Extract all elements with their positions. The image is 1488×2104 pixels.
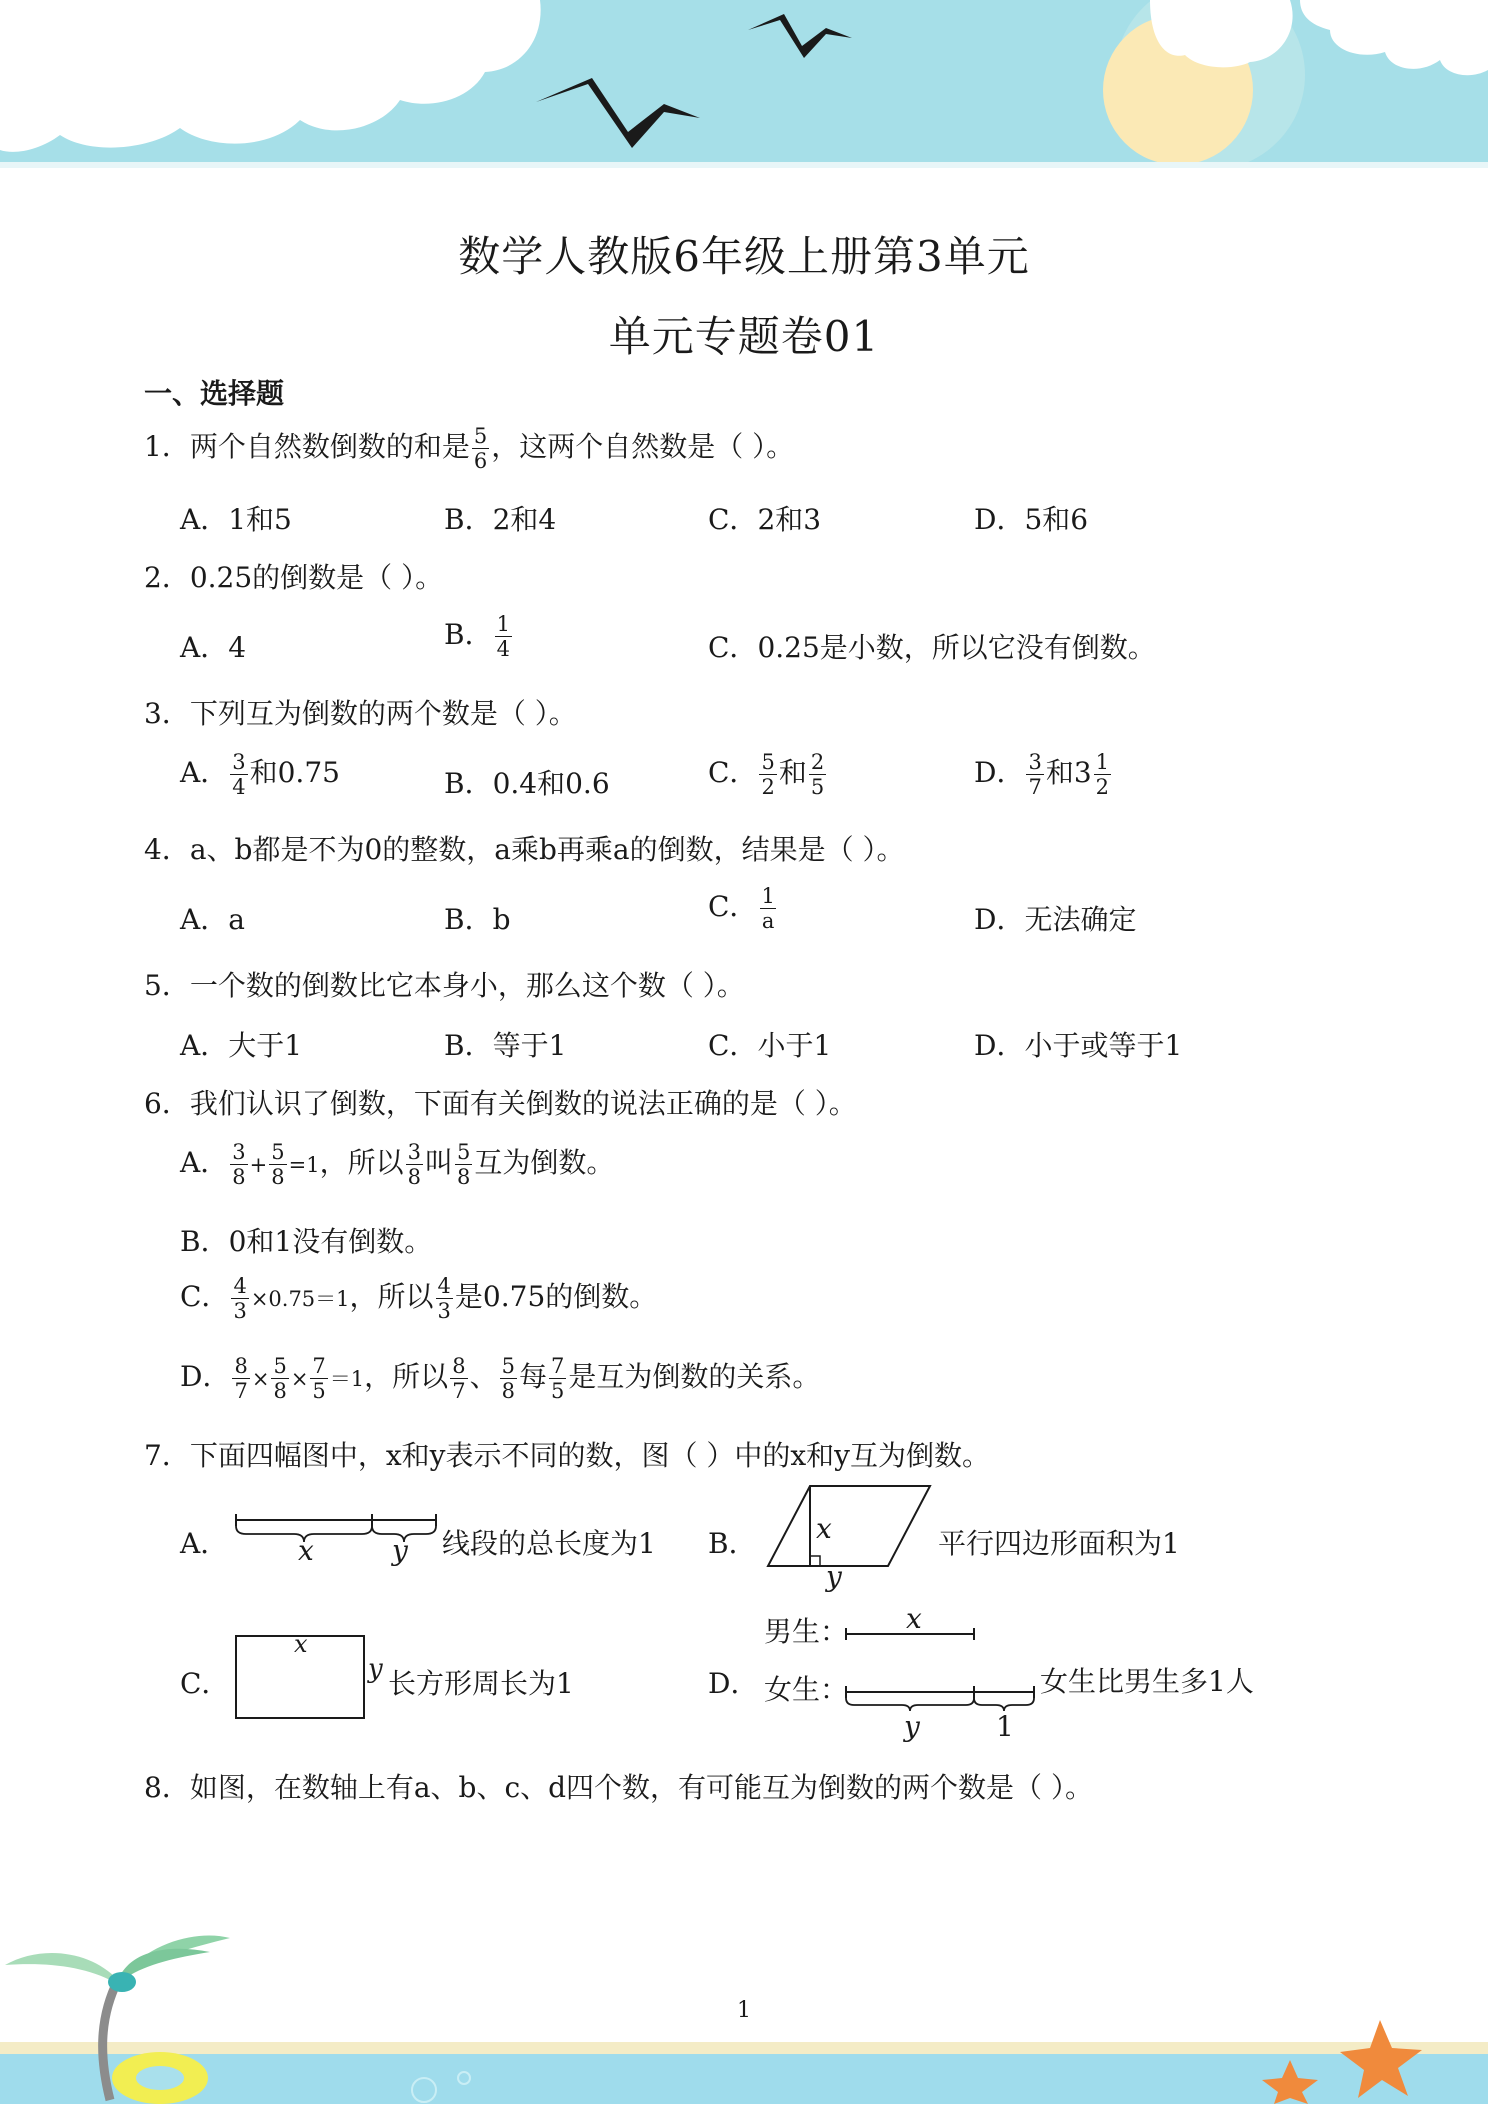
option-c[interactable] [180, 1274, 657, 1323]
option-letter: D． [708, 1667, 759, 1700]
question-stem: 一个数的倒数比它本身小，那么这个数（ ）。 [189, 969, 745, 1002]
question-6 [144, 1082, 857, 1122]
girls-label: 女生： [764, 1673, 849, 1706]
option-text: 小于或等于1 [1024, 1029, 1183, 1062]
option-letter: A． [180, 1527, 229, 1560]
question-number: 3． [144, 697, 190, 730]
fraction-numerator: 1 [761, 884, 775, 908]
option-text: 1和5 [228, 503, 292, 536]
option-a[interactable] [180, 498, 292, 538]
fraction-numerator: 4 [437, 1274, 451, 1298]
fraction [269, 1140, 286, 1189]
fraction-denominator: 8 [271, 1165, 285, 1189]
option-c[interactable] [708, 626, 1156, 666]
question-number: 6． [144, 1087, 190, 1120]
fraction [549, 1354, 566, 1403]
fraction [230, 750, 247, 799]
option-letter: C． [708, 503, 758, 536]
question-2 [144, 556, 443, 596]
option-letter: B． [180, 1225, 229, 1258]
fraction-numerator: 7 [550, 1354, 565, 1378]
document-title: 数学人教版6年级上册第3单元 [458, 232, 1030, 281]
question-stem: 0.25的倒数是（ ）。 [189, 561, 444, 594]
option-text: 、 [469, 1360, 498, 1393]
fraction-denominator: 7 [452, 1379, 466, 1403]
label-y: y [904, 1710, 920, 1743]
option-a-description: 线段的总长度为1 [442, 1527, 656, 1560]
question-stem: 下面四幅图中，x和y表示不同的数，图（ ）中的x和y互为倒数。 [189, 1439, 990, 1472]
fraction [472, 424, 489, 473]
fraction-denominator: 3 [437, 1299, 451, 1323]
fraction [310, 1354, 327, 1403]
fraction [231, 1274, 248, 1323]
option-b[interactable] [708, 1522, 757, 1562]
option-b[interactable] [444, 498, 556, 538]
option-a[interactable] [180, 1024, 302, 1064]
option-letter: B． [708, 1527, 757, 1560]
option-text: 是互为倒数的关系。 [568, 1360, 821, 1393]
fraction-denominator: 6 [473, 449, 488, 473]
fraction [232, 1354, 249, 1403]
option-letter: B． [444, 903, 493, 936]
fraction-denominator: a [761, 909, 775, 933]
fraction-denominator: 4 [496, 637, 510, 661]
fraction [759, 884, 776, 933]
header-banner [0, 0, 1488, 168]
option-text: 2和4 [492, 503, 557, 536]
option-letter: C． [708, 1029, 758, 1062]
option-letter: B． [444, 503, 493, 536]
option-text: 和 [778, 756, 807, 789]
fraction [436, 1274, 453, 1323]
option-d-description: 女生比男生多1人 [1040, 1665, 1254, 1698]
question-8 [144, 1766, 1093, 1806]
option-text: 2和3 [757, 503, 822, 536]
fraction-denominator: 5 [312, 1379, 326, 1403]
fraction [500, 1354, 517, 1403]
fraction-numerator: 4 [233, 1274, 247, 1298]
option-text: ，所以 [364, 1360, 449, 1393]
option-letter: C． [180, 1667, 230, 1700]
fraction-denominator: 3 [233, 1299, 247, 1323]
label-y: y [368, 1654, 383, 1684]
option-letter: D． [974, 503, 1025, 536]
fraction [271, 1354, 288, 1403]
option-c[interactable] [180, 1662, 229, 1702]
option-letter: A． [180, 631, 229, 664]
label-x: x [294, 1630, 308, 1658]
fraction-numerator: 5 [473, 424, 488, 448]
option-c-description: 长方形周长为1 [388, 1667, 574, 1700]
option-text: b [492, 903, 511, 936]
option-text: 和3 [1045, 756, 1092, 789]
option-b[interactable] [444, 762, 610, 802]
question-1 [144, 424, 794, 473]
equation-rest: ×0.75＝1 [250, 1287, 350, 1311]
fraction [1026, 750, 1043, 799]
question-number: 5． [144, 969, 190, 1002]
label-one: 1 [996, 1710, 1014, 1743]
operator: + [249, 1153, 268, 1177]
question-number: 8． [144, 1771, 190, 1804]
label-y: y [826, 1560, 842, 1593]
fraction-denominator: 8 [456, 1165, 471, 1189]
question-stem: 下列互为倒数的两个数是（ ）。 [189, 697, 577, 730]
option-text: 是0.75的倒数。 [454, 1280, 658, 1313]
option-letter: B． [444, 618, 493, 651]
option-d[interactable] [708, 1662, 758, 1702]
fraction-denominator: 2 [1095, 775, 1110, 799]
fraction-denominator: 7 [1028, 775, 1042, 799]
question-7 [144, 1434, 990, 1474]
option-letter: B． [444, 1029, 493, 1062]
question-number: 4． [144, 833, 190, 866]
segment-diagram [232, 1506, 442, 1566]
option-letter: A． [180, 756, 229, 789]
label-y: y [392, 1534, 408, 1567]
boys-label: 男生： [764, 1615, 849, 1648]
option-a[interactable] [180, 1140, 614, 1189]
fraction-denominator: 2 [761, 775, 775, 799]
fraction [455, 1140, 472, 1189]
option-b-description: 平行四边形面积为1 [938, 1527, 1180, 1560]
option-letter: C． [708, 756, 758, 789]
question-stem: 如图，在数轴上有a、b、c、d四个数，有可能互为倒数的两个数是（ ）。 [189, 1771, 1093, 1804]
option-letter: D． [180, 1360, 231, 1393]
fraction [406, 1140, 423, 1189]
option-c[interactable] [708, 884, 779, 933]
fraction-numerator: 5 [761, 750, 775, 774]
option-text: 小于1 [757, 1029, 832, 1062]
option-text: 叫 [424, 1146, 453, 1179]
option-letter: A． [180, 903, 229, 936]
option-d[interactable] [974, 1024, 1182, 1064]
fraction-numerator: 5 [273, 1354, 287, 1378]
option-a[interactable] [180, 898, 245, 938]
option-letter: C． [708, 631, 758, 664]
fraction [450, 1354, 467, 1403]
fraction-denominator: 4 [232, 775, 246, 799]
fraction-denominator: 7 [234, 1379, 248, 1403]
fraction-numerator: 8 [452, 1354, 466, 1378]
question-stem-end: ，这两个自然数是（ ）。 [491, 430, 795, 463]
option-text: 每 [518, 1360, 547, 1393]
fraction [230, 1140, 247, 1189]
fraction-numerator: 3 [407, 1140, 421, 1164]
fraction [1094, 750, 1111, 799]
option-letter: D． [974, 903, 1025, 936]
question-stem: 我们认识了倒数，下面有关倒数的说法正确的是（ ）。 [189, 1087, 857, 1120]
fraction-numerator: 1 [1095, 750, 1110, 774]
question-number: 2． [144, 561, 190, 594]
option-text: 0.4和0.6 [492, 767, 610, 800]
question-number: 1． [144, 430, 190, 463]
question-3 [144, 692, 577, 732]
fraction-denominator: 5 [810, 775, 825, 799]
label-x: x [816, 1512, 832, 1545]
bar-comparison-diagram [840, 1620, 1040, 1712]
option-b[interactable] [444, 898, 511, 938]
fraction-numerator: 5 [456, 1140, 471, 1164]
label-x: x [906, 1602, 922, 1635]
page-number: 1 [737, 1998, 751, 2023]
option-letter: A． [180, 503, 229, 536]
fraction-denominator: 8 [407, 1165, 421, 1189]
question-4 [144, 828, 904, 868]
fraction-numerator: 5 [501, 1354, 515, 1378]
option-c[interactable] [708, 750, 828, 799]
fraction-numerator: 7 [312, 1354, 326, 1378]
option-a[interactable] [180, 1522, 228, 1562]
option-d[interactable] [974, 750, 1113, 799]
option-text: a [228, 903, 245, 936]
question-number: 7． [144, 1439, 190, 1472]
fraction-numerator: 3 [232, 1140, 246, 1164]
operator: × [251, 1367, 270, 1391]
operator: × [290, 1367, 309, 1391]
equation-result: ＝1 [329, 1367, 365, 1391]
option-a[interactable] [180, 750, 340, 799]
option-b[interactable] [444, 1024, 566, 1064]
fraction [495, 612, 512, 661]
label-x: x [298, 1534, 314, 1567]
fraction-denominator: 8 [232, 1165, 246, 1189]
option-text: 0和1没有倒数。 [228, 1225, 433, 1258]
fraction-numerator: 3 [232, 750, 246, 774]
fraction-numerator: 2 [810, 750, 825, 774]
option-text: 无法确定 [1024, 903, 1137, 936]
question-stem: 两个自然数倒数的和是 [189, 430, 470, 463]
option-letter: A． [180, 1146, 229, 1179]
fraction [809, 750, 826, 799]
fraction-numerator: 8 [234, 1354, 248, 1378]
option-b[interactable] [444, 612, 514, 661]
fraction-denominator: 8 [273, 1379, 287, 1403]
option-text: 5和6 [1024, 503, 1089, 536]
option-text: ，所以 [349, 1280, 434, 1313]
option-letter: A． [180, 1029, 229, 1062]
option-text: 互为倒数。 [474, 1146, 615, 1179]
option-d[interactable] [974, 898, 1136, 938]
option-text: 等于1 [492, 1029, 567, 1062]
fraction [759, 750, 776, 799]
option-text: 和0.75 [249, 756, 340, 789]
option-d[interactable] [180, 1354, 820, 1403]
option-letter: D． [974, 756, 1025, 789]
parallelogram-diagram [764, 1484, 936, 1568]
option-text: 大于1 [228, 1029, 303, 1062]
option-letter: C． [708, 890, 758, 923]
option-c[interactable] [708, 1024, 831, 1064]
section-title: 一、选择题 [144, 377, 285, 410]
option-a[interactable] [180, 626, 246, 666]
option-text: 0.25是小数，所以它没有倒数。 [757, 631, 1156, 664]
equation-result: =1 [288, 1153, 320, 1177]
option-text: ，所以 [319, 1146, 404, 1179]
option-letter: D． [974, 1029, 1025, 1062]
fraction-numerator: 1 [496, 612, 510, 636]
option-text: 4 [228, 631, 247, 664]
fraction-numerator: 3 [1028, 750, 1042, 774]
question-stem: a、b都是不为0的整数，a乘b再乘a的倒数，结果是（ ）。 [189, 833, 905, 866]
option-letter: B． [444, 767, 493, 800]
fraction-denominator: 8 [501, 1379, 515, 1403]
option-letter: C． [180, 1280, 230, 1313]
option-b[interactable] [180, 1220, 432, 1260]
document-subtitle: 单元专题卷01 [608, 312, 880, 361]
option-d[interactable] [974, 498, 1088, 538]
fraction-numerator: 5 [271, 1140, 285, 1164]
option-c[interactable] [708, 498, 821, 538]
fraction-denominator: 5 [550, 1379, 565, 1403]
question-5 [144, 964, 745, 1004]
